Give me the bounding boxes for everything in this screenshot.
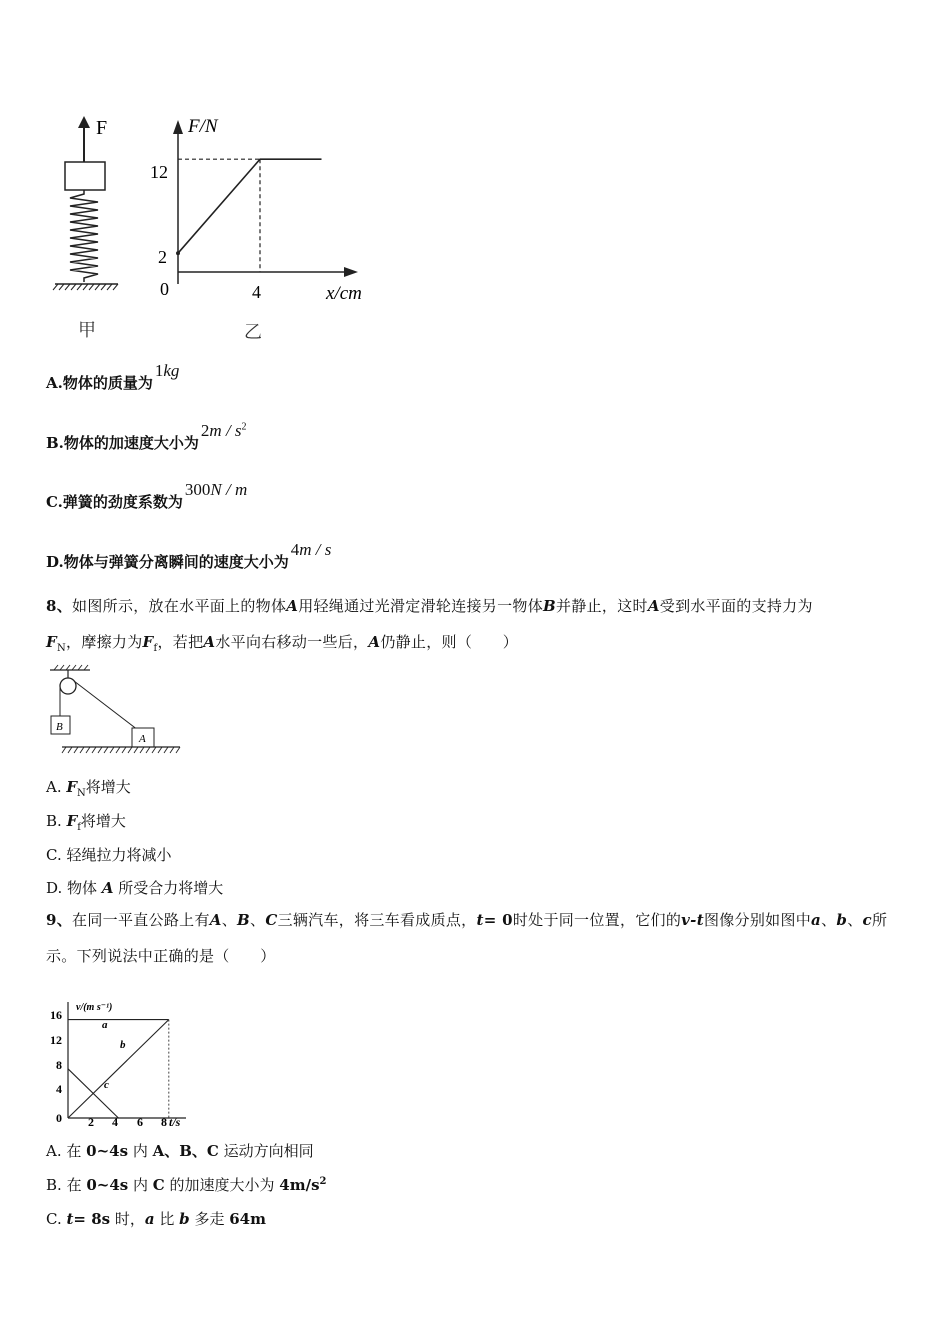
x-axis-arrow	[344, 267, 358, 277]
vt-x0: 0	[56, 1111, 62, 1125]
vt-line-a-label: a	[102, 1019, 108, 1031]
q7-option-a[interactable]: A.物体的质量为1kg	[46, 361, 180, 392]
vt-x-label: t/s	[169, 1115, 181, 1129]
q8-option-b[interactable]: B. $F_f$将增大	[46, 812, 126, 833]
vt-x8: 8	[161, 1115, 167, 1129]
caption-yi: 乙	[244, 322, 262, 343]
q7-option-b[interactable]: B.物体的加速度大小为$2m / s^2$	[46, 421, 247, 452]
vt-y-label: v/(m s⁻¹)	[76, 1002, 113, 1013]
y-tick-12: 12	[150, 162, 168, 182]
vt-y8: 8	[56, 1058, 62, 1072]
q9-option-b[interactable]: B. 在 0~4s 内 C 的加速度大小为 $4m/s^2$	[46, 1176, 327, 1194]
block	[65, 162, 105, 190]
fx-series-line	[178, 159, 322, 253]
q8-stem: 8、如图所示，放在水平面上的物体A用轻绳通过光滑定滑轮连接另一物体B并静止，这时A受到水平面的支持力为 $F_N$，摩擦力为$F_f$，若把A水平向右移动一些后，A仍静止，则（ ）	[46, 597, 813, 654]
y-tick-2: 2	[158, 247, 167, 267]
force-label: F	[96, 117, 108, 139]
caption-jia: 甲	[78, 320, 96, 341]
vt-graph	[40, 994, 200, 1130]
y-axis-arrow	[173, 120, 183, 134]
y-axis-label: F/N	[188, 116, 218, 137]
q9-option-a[interactable]: A. 在 0~4s 内 A、B、C 运动方向相同	[46, 1142, 314, 1160]
vt-series-b	[68, 1020, 169, 1118]
rope-slanted	[74, 681, 138, 730]
spring-figure	[50, 112, 130, 342]
vt-x6: 6	[137, 1115, 143, 1129]
vt-x2: 2	[88, 1115, 94, 1129]
q8-option-d[interactable]: D. 物体 A 所受合力将增大	[46, 879, 224, 897]
vt-x4: 4	[112, 1115, 118, 1129]
vt-line-b-label: b	[120, 1039, 126, 1051]
spring-coil	[70, 190, 98, 282]
vt-y12: 12	[50, 1033, 62, 1047]
q7-option-d[interactable]: D.物体与弹簧分离瞬间的速度大小为4m / s	[46, 540, 332, 571]
q8-option-a[interactable]: A. $F_N$将增大	[46, 778, 131, 799]
q9-stem: 9、在同一平直公路上有A、B、C三辆汽车，将三车看成质点，t= 0时处于同一位置，它们的v-t图像分别如图中a、b、c所示。下列说法中正确的是（ ）	[46, 911, 888, 965]
q9-option-c[interactable]: C. t= 8s 时，a 比 b 多走 64m	[46, 1210, 266, 1228]
q8-option-c[interactable]: C. 轻绳拉力将减小	[46, 846, 172, 864]
vt-y16: 16	[50, 1008, 62, 1022]
q7-option-c[interactable]: C.弹簧的劲度系数为300N / m	[46, 480, 248, 511]
vt-y4: 4	[56, 1082, 62, 1096]
pulley-figure	[44, 662, 184, 757]
block-a-label: A	[139, 733, 146, 745]
fx-graph	[140, 108, 380, 308]
vt-line-c-label: c	[104, 1079, 109, 1091]
origin-label: 0	[160, 279, 169, 299]
fx-start-point	[176, 251, 180, 255]
block-b-label: B	[56, 721, 63, 733]
force-arrow-head	[78, 116, 90, 128]
pulley	[60, 678, 76, 694]
x-axis-label: x/cm	[326, 283, 362, 304]
x-tick-4: 4	[252, 282, 261, 302]
